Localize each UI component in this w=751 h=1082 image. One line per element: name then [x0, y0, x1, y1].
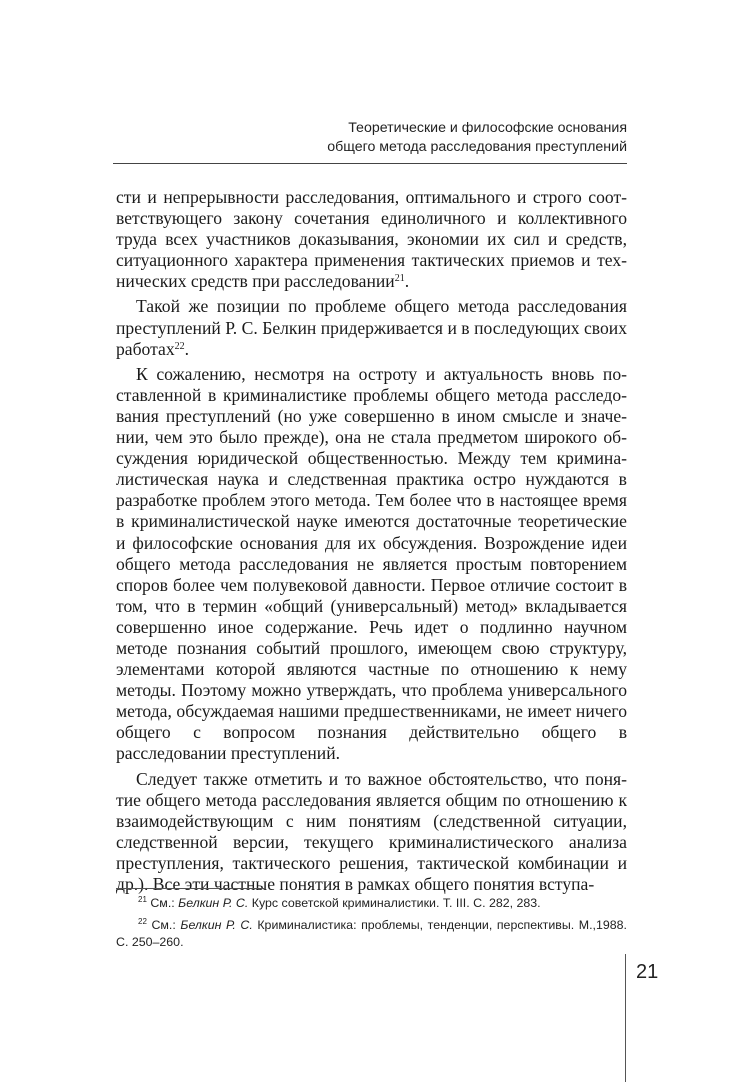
main-text — [116, 187, 627, 895]
running-head — [207, 119, 627, 157]
footnote-22 — [116, 917, 627, 951]
paragraph-4: Следует также отметить и то важное обстоятельство, что понятие общего метода расследования является общим по отношению к взаимодействующим с ним понятиям (следственной ситуации, следственной версии, текущего криминалистического анализа преступления, тактического решения, тактической комбинации и др.). Все эти частные понятия в рамках общего понятия вступа- — [116, 768, 627, 894]
paragraph-2-end: . — [184, 338, 190, 359]
paragraph-1 — [116, 187, 627, 292]
paragraph-1-text: сти и непрерывности расследования, оптимального и строго соответствующего закону сочетания единоличного и коллективного труда всех участников доказывания, экономии их сил и средств, ситуационного характера применения тактических приемов и технических средств при расследовании — [116, 187, 627, 292]
footnote-author: Белкин Р. С. — [178, 896, 249, 910]
footnote-text: Криминалистика: проблемы, тенденции, перспективы. М.,1988. С. 250–260. — [116, 918, 627, 949]
footnote-number: 21 — [138, 895, 147, 904]
page-number: 21 — [636, 961, 659, 983]
footnote-21 — [116, 895, 627, 912]
header-divider — [113, 163, 627, 164]
footnote-ref-21[interactable]: 21 — [394, 273, 405, 285]
running-head-line-2: общего метода расследования преступлений — [327, 139, 627, 155]
paragraph-3: К сожалению, несмотря на остроту и актуальность вновь поставленной в криминалистике проблемы общего метода расследования преступлений (но уже совершенно в ином смысле и значении, чем это было прежде), она не стала предметом широкого обсуждения юридической общественностью. Между тем криминалистическая наука и следственная практика остро нуждаются в разработке проблем этого метода. Тем более что в настоящее время в криминалистической науке имеются достаточные теоретические и философские основания для их обсуждения. Возрождение идеи общего метода расследования не является простым повторением споров более чем полувековой давности. Первое отличие состоит в том, что в термин «общий (универсальный) метод» вкладывается совершенно иное содержание. Речь идет о подлинно научном методе познания событий прошлого, имеющем свою структуру, элементами которой являются частные по отношению к нему методы. Поэтому можно утверждать, что проблема универсального метода, обсуждаемая нашими предшественниками, не имеет ничего общего с вопросом познания действительно общего в расследовании преступлений. — [116, 363, 627, 764]
paragraph-1-end: . — [404, 271, 410, 292]
footnote-ref-22[interactable]: 22 — [174, 340, 185, 352]
paragraph-2-text: Такой же позиции по проблеме общего метода расследования преступлений Р. С. Белкин придерживается и в последующих своих работах — [116, 296, 627, 359]
footnote-author: Белкин Р. С. — [180, 918, 253, 932]
footnotes — [116, 895, 627, 956]
running-head-line-1: Теоретические и философские основания — [348, 120, 627, 136]
paragraph-2 — [116, 296, 627, 359]
footnote-prefix: См.: — [150, 896, 179, 910]
footnote-number: 22 — [138, 917, 147, 926]
footnote-prefix: См.: — [151, 918, 181, 932]
footnote-text: Курс советской криминалистики. Т. III. С. 282, 283. — [248, 896, 541, 910]
footnote-divider — [116, 888, 266, 889]
page-number-divider — [625, 954, 626, 1082]
